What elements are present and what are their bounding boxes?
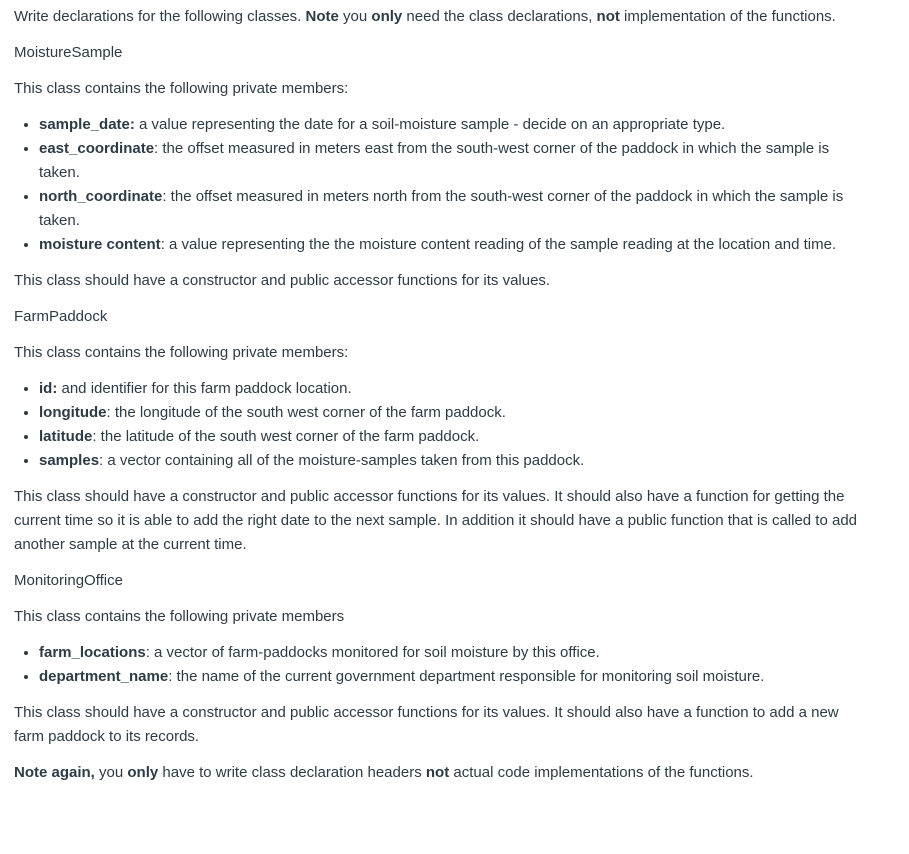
members-intro: This class contains the following private members: [14, 80, 349, 97]
list-item: • farm_locations: a vector of farm-paddocks monitored for soil moisture by this office. [39, 641, 864, 665]
class-title-moisture-sample: MoistureSample [14, 44, 123, 61]
list-item: • id: and identifier for this farm paddock location. [39, 377, 864, 401]
class-title-farm-paddock: FarmPaddock [14, 308, 108, 325]
list-item: • latitude: the latitude of the south west corner of the farm paddock. [39, 425, 864, 449]
list-item: • east_coordinate: the offset measured in meters east from the south-west corner of the paddock in which the sample is taken. [39, 137, 864, 185]
closing-note: Note again, you only have to write class declaration headers not actual code implementations of the functions. [14, 764, 754, 781]
list-item: • longitude: the longitude of the south west corner of the farm paddock. [39, 401, 864, 425]
intro-paragraph: Write declarations for the following classes. Note you only need the class declarations, not implementation of the functions. [14, 8, 836, 25]
class-title-monitoring-office: MonitoringOffice [14, 572, 123, 589]
list-item: • north_coordinate: the offset measured in meters north from the south-west corner of the paddock in which the sample is taken. [39, 185, 864, 233]
members-intro: This class contains the following private members [14, 608, 345, 625]
list-item: • samples: a vector containing all of the moisture-samples taken from this paddock. [39, 449, 864, 473]
class-outro: This class should have a constructor and public accessor functions for its values. It should also have a function to add a new farm paddock to its records. [14, 704, 839, 745]
list-item: • department_name: the name of the current government department responsible for monitoring soil moisture. [39, 665, 864, 689]
member-list [14, 641, 864, 689]
list-item: • moisture content: a value representing the the moisture content reading of the sample reading at the location and time. [39, 233, 864, 257]
list-item: • sample_date: a value representing the date for a soil-moisture sample - decide on an appropriate type. [39, 113, 864, 137]
members-intro: This class contains the following private members: [14, 344, 349, 361]
member-list [14, 113, 864, 257]
member-list [14, 377, 864, 473]
class-outro: This class should have a constructor and public accessor functions for its values. It should also have a function for getting the current time so it is able to add the right date to the next sample. In addition it should have a public function that is called to add another sample at the current time. [14, 488, 858, 553]
class-outro: This class should have a constructor and public accessor functions for its values. [14, 272, 551, 289]
